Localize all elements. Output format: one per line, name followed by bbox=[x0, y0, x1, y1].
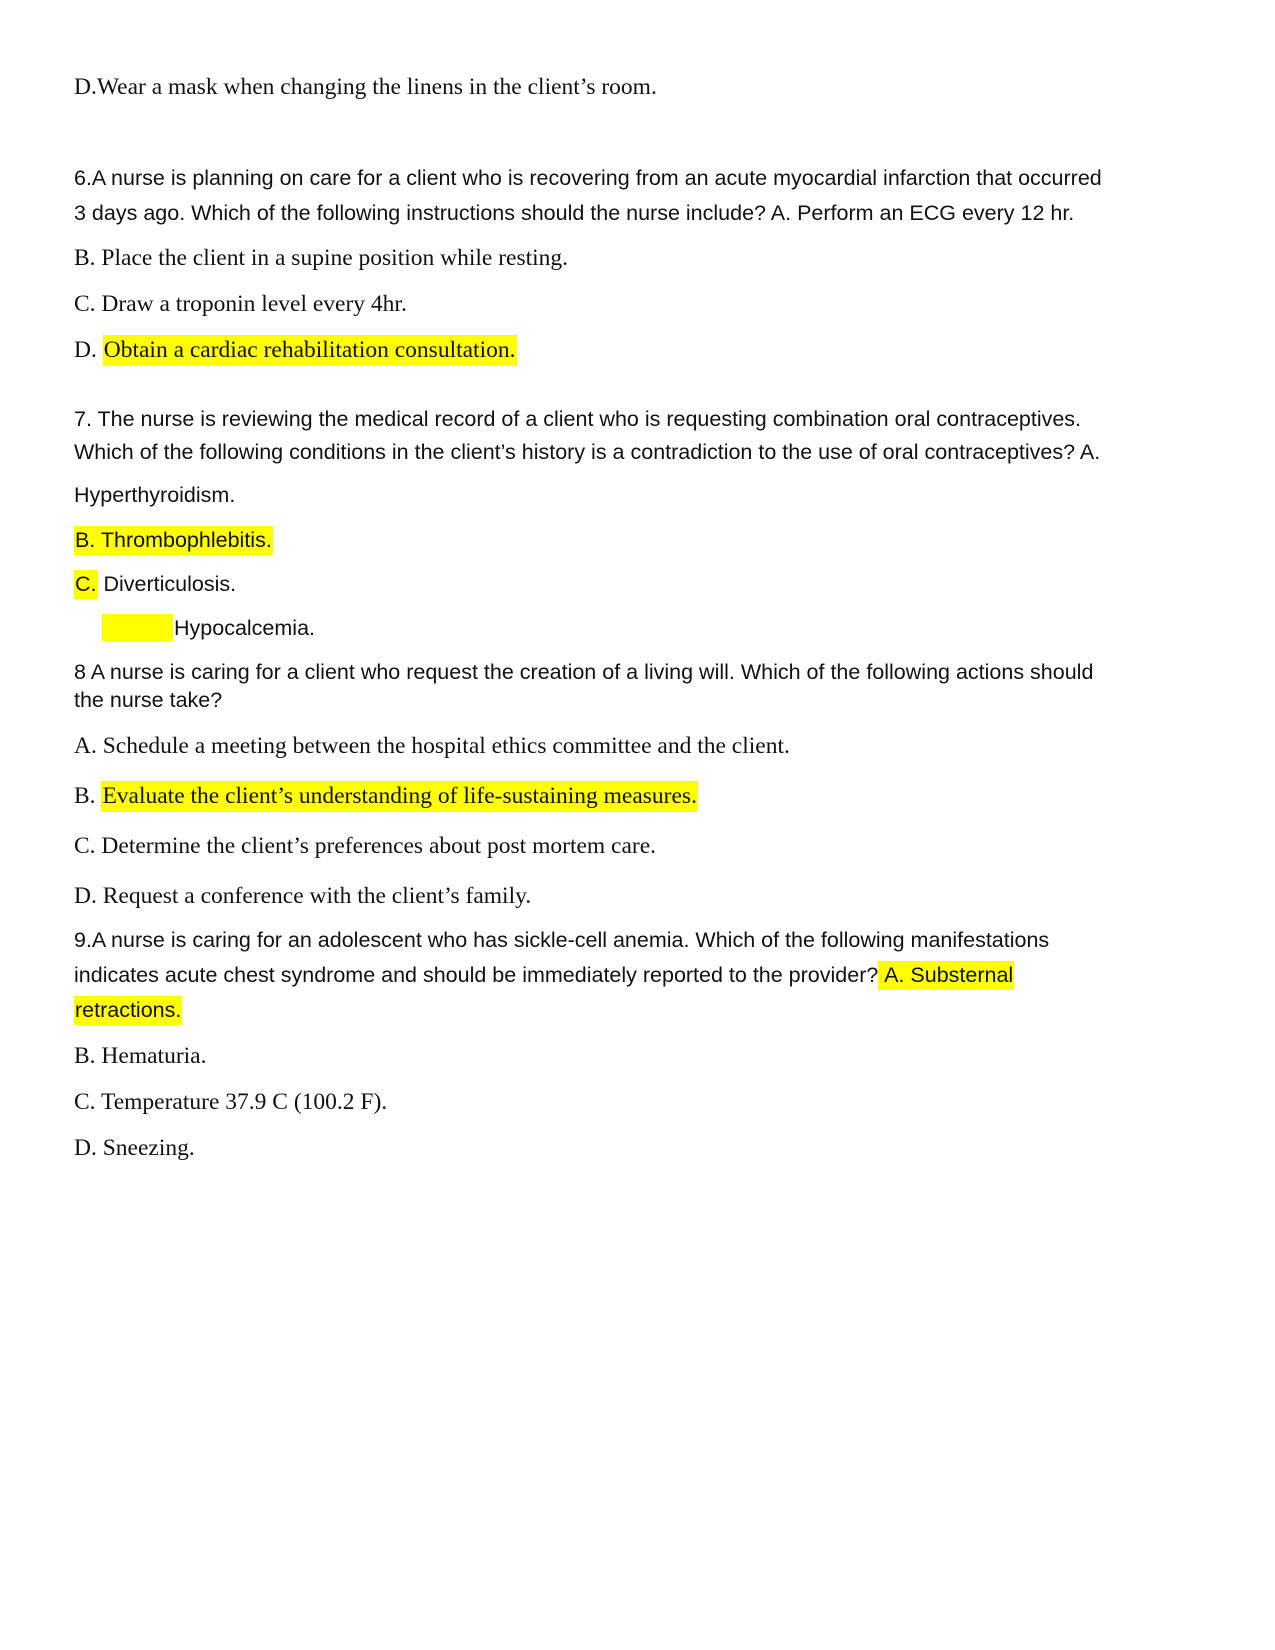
q6-stem-line-2: 3 days ago. Which of the following instructions should the nurse include? A. Perform an ECG every 12 hr. bbox=[74, 201, 1075, 225]
q8-answer-highlight: Evaluate the client’s understanding of life-sustaining measures. bbox=[101, 781, 698, 812]
q9-option-a-continued bbox=[74, 1000, 182, 1022]
q7-option-d-highlight-block bbox=[102, 614, 173, 641]
q5-option-d: D.Wear a mask when changing the linens in the client’s room. bbox=[74, 74, 657, 100]
q6-option-d bbox=[74, 339, 517, 363]
q7-option-c-letter-highlight: C. bbox=[74, 570, 98, 599]
q7-option-c-text: Diverticulosis. bbox=[97, 572, 237, 596]
q9-stem-line-1: 9.A nurse is caring for an adolescent who has sickle-cell anemia. Which of the following manifestations bbox=[74, 928, 1050, 952]
q7-option-d: Hypocalcemia. bbox=[174, 616, 315, 640]
q8-option-b bbox=[74, 785, 698, 809]
q9-answer-highlight-part-2: retractions. bbox=[74, 996, 182, 1025]
q9-option-b: B. Hematuria. bbox=[74, 1043, 207, 1069]
q7-stem-line-2: Which of the following conditions in the client’s history is a contradiction to the use of oral contraceptives? A. bbox=[74, 440, 1101, 464]
q8-stem-line-1: 8 A nurse is caring for a client who request the creation of a living will. Which of the following actions should bbox=[74, 660, 1094, 684]
q7-option-c bbox=[74, 574, 236, 596]
q7-option-b bbox=[74, 530, 273, 552]
q9-stem-line-2-text: indicates acute chest syndrome and should be immediately reported to the provider? bbox=[74, 963, 879, 987]
q6-answer-highlight: Obtain a cardiac rehabilitation consultation. bbox=[103, 335, 517, 366]
q8-option-b-prefix: B. bbox=[74, 783, 102, 809]
q8-option-c: C. Determine the client’s preferences about post mortem care. bbox=[74, 833, 657, 859]
q8-option-d: D. Request a conference with the client’s family. bbox=[74, 883, 532, 909]
q8-stem-line-2: the nurse take? bbox=[74, 688, 223, 712]
q9-answer-highlight-part-1: A. Substernal bbox=[878, 961, 1014, 990]
q6-option-d-prefix: D. bbox=[74, 337, 103, 363]
q6-option-b: B. Place the client in a supine position while resting. bbox=[74, 245, 569, 271]
q9-option-c: C. Temperature 37.9 C (100.2 F). bbox=[74, 1089, 388, 1115]
q6-stem-line-1: 6.A nurse is planning on care for a client who is recovering from an acute myocardial infarction that occurred bbox=[74, 166, 1102, 190]
q7-answer-highlight: B. Thrombophlebitis. bbox=[74, 526, 273, 555]
q9-stem-line-2 bbox=[74, 965, 1014, 987]
q8-option-a: A. Schedule a meeting between the hospital ethics committee and the client. bbox=[74, 733, 790, 759]
q9-option-d: D. Sneezing. bbox=[74, 1135, 195, 1161]
q7-option-a: Hyperthyroidism. bbox=[74, 483, 236, 507]
q6-option-c: C. Draw a troponin level every 4hr. bbox=[74, 291, 407, 317]
q7-stem-line-1: 7. The nurse is reviewing the medical record of a client who is requesting combination oral contraceptives. bbox=[74, 407, 1082, 431]
